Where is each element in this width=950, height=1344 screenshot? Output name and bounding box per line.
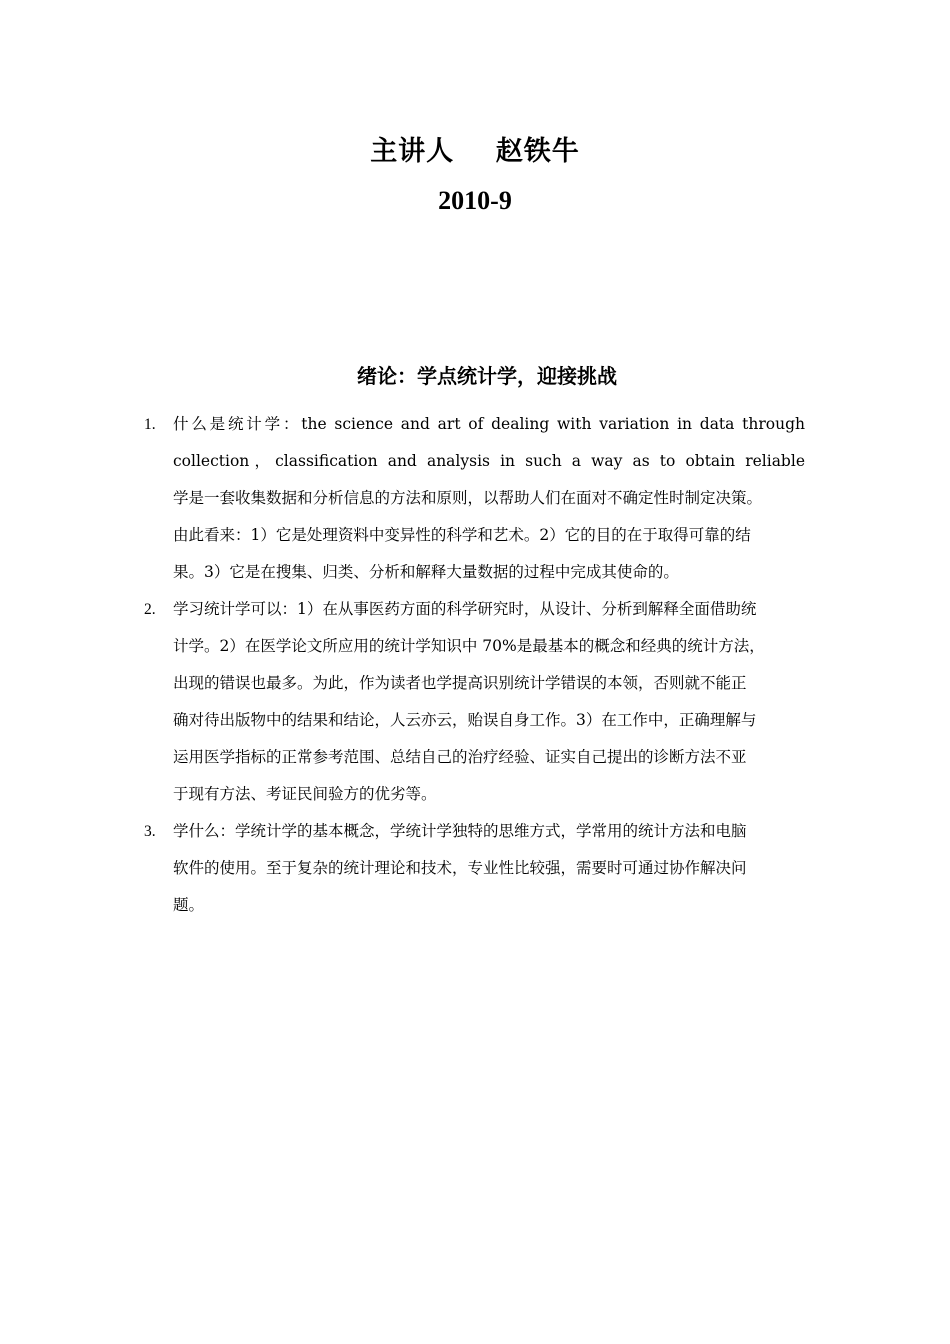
paragraph-line: 题。 <box>173 896 205 914</box>
cover-date: 2010-9 <box>438 186 512 215</box>
paragraph-line: 软件的使用。至于复杂的统计理论和技术，专业性比较强，需要时可通过协作解决问 <box>173 859 747 877</box>
list-item-number: 3. <box>144 823 156 840</box>
list-item-3 <box>0 813 950 924</box>
paragraph-line: collection，classification and analysis in such a way as to obtain reliable <box>173 452 805 470</box>
section-heading: 绪论：学点统计学，迎接挑战 <box>357 364 617 388</box>
presenter-line: 主讲人 赵铁牛 <box>370 136 580 167</box>
paragraph-line: 由此看来：1）它是处理资料中变异性的科学和艺术。2）它的目的在于取得可靠的结 <box>173 526 751 544</box>
list-item-number: 1. <box>144 416 156 433</box>
list-item-2 <box>0 591 950 813</box>
paragraph-line: 出现的错误也最多。为此，作为读者也学提高识别统计学错误的本领，否则就不能正 <box>173 674 747 692</box>
paragraph-line: 确对待出版物中的结果和结论，人云亦云，贻误自身工作。3）在工作中，正确理解与 <box>173 711 757 729</box>
paragraph-line: 什么是统计学：the science and art of dealing with variation in data through <box>173 415 805 433</box>
paragraph-line: 学是一套收集数据和分析信息的方法和原则，以帮助人们在面对不确定性时制定决策。 <box>173 489 763 507</box>
paragraph-line: 学习统计学可以：1）在从事医药方面的科学研究时，从设计、分析到解释全面借助统 <box>173 600 757 618</box>
paragraph-line: 运用医学指标的正常参考范围、总结自己的治疗经验、证实自己提出的诊断方法不亚 <box>173 748 747 766</box>
paragraph-line: 计学。2）在医学论文所应用的统计学知识中 70%是最基本的概念和经典的统计方法， <box>173 637 765 655</box>
numbered-list <box>0 406 950 924</box>
paragraph-line: 于现有方法、考证民间验方的优劣等。 <box>173 785 437 803</box>
paragraph-line: 果。3）它是在搜集、归类、分析和解释大量数据的过程中完成其使命的。 <box>173 563 679 581</box>
list-item-1 <box>0 406 950 591</box>
paragraph-line: 学什么：学统计学的基本概念，学统计学独特的思维方式，学常用的统计方法和电脑 <box>173 822 747 840</box>
list-item-number: 2. <box>144 601 156 618</box>
